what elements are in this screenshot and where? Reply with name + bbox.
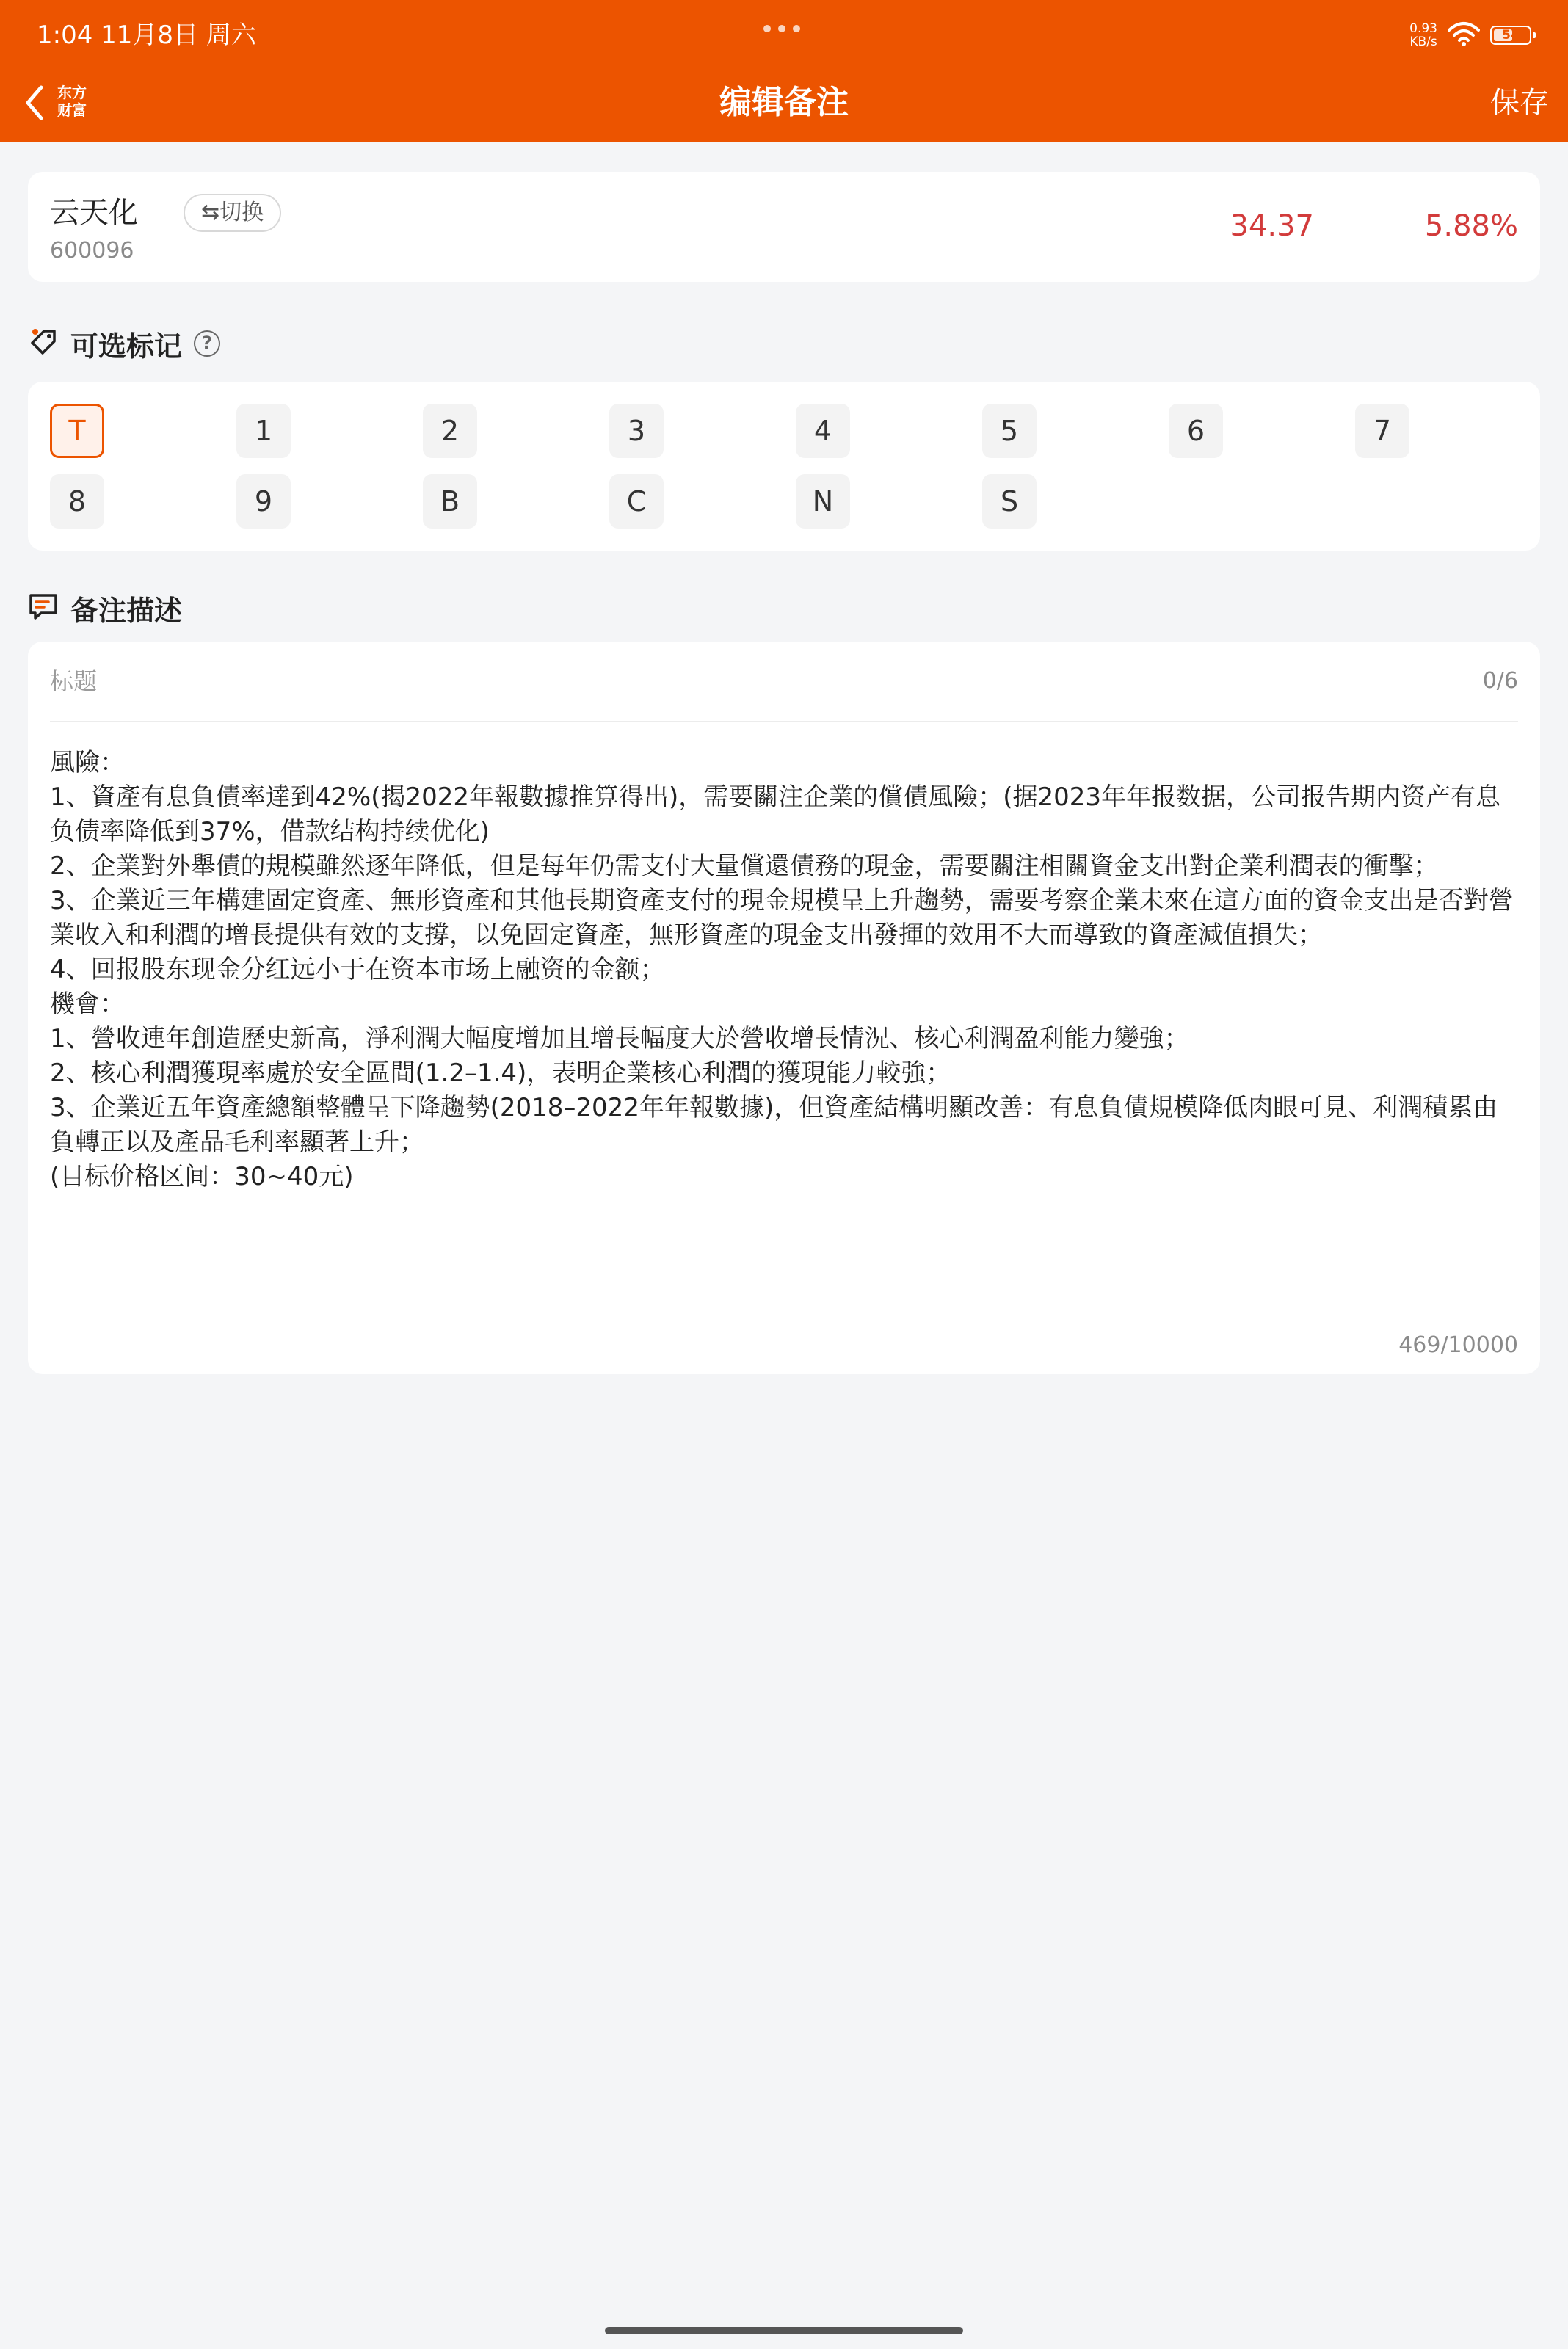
- switch-stock-button[interactable]: ⇆切换: [184, 194, 281, 232]
- mark-option-2[interactable]: 2: [423, 404, 477, 458]
- wifi-icon: [1448, 21, 1480, 49]
- comment-icon: [28, 591, 59, 625]
- mark-option-c[interactable]: C: [609, 474, 664, 529]
- marks-section-title: 可选标记: [70, 330, 183, 363]
- page-title: 编辑备注: [719, 84, 849, 121]
- multitask-dots-icon[interactable]: [763, 25, 800, 32]
- battery-icon: [1490, 26, 1531, 45]
- note-body-counter: 469/10000: [1398, 1332, 1518, 1358]
- stock-info-card: [28, 172, 1540, 282]
- eastmoney-logo: 东方 财富: [57, 84, 87, 119]
- app-header: [0, 0, 1568, 142]
- mark-option-3[interactable]: 3: [609, 404, 664, 458]
- network-speed: [1409, 22, 1437, 48]
- note-line: (目标价格区间：30~40元): [50, 1162, 354, 1191]
- status-time-date: 1:04 11月8日 周六: [37, 21, 256, 50]
- marks-section-header: [28, 322, 220, 366]
- mark-option-1[interactable]: 1: [236, 404, 291, 458]
- note-line: 3、企業近五年資產總額整體呈下降趨勢(2018–2022年年報數據)，但資產結構明顯改善：有息負債規模降低肉眼可見、利潤積累由負轉正以及產品毛利率顯著上升；: [50, 1093, 1498, 1157]
- mark-option-n[interactable]: N: [796, 474, 850, 529]
- battery-level: 54: [1502, 28, 1520, 43]
- note-line: 機會：: [50, 990, 125, 1019]
- mark-option-s[interactable]: S: [982, 474, 1037, 529]
- divider: [50, 721, 1518, 722]
- stock-code: 600096: [50, 238, 134, 264]
- note-title-input[interactable]: 标题: [50, 667, 98, 695]
- home-indicator[interactable]: [605, 2327, 963, 2334]
- notes-section-title: 备注描述: [70, 594, 183, 627]
- note-line: 2、企業對外舉債的規模雖然逐年降低，但是每年仍需支付大量償還債務的現金，需要關注相關資金支出對企業利潤表的衝擊；: [50, 852, 1439, 881]
- mark-option-7[interactable]: 7: [1355, 404, 1409, 458]
- network-speed-unit: KB/s: [1409, 35, 1437, 49]
- mark-option-4[interactable]: 4: [796, 404, 850, 458]
- note-line: 3、企業近三年構建固定資產、無形資產和其他長期資產支付的現金規模呈上升趨勢，需要考察企業未來在這方面的資金支出是否對營業收入和利潤的增長提供有效的支撐，以免固定資產，無形資產的現金支出發揮的效用不大而導致的資產減值損失；: [50, 886, 1514, 950]
- notes-section-header: [28, 586, 182, 630]
- mark-option-6[interactable]: 6: [1169, 404, 1223, 458]
- network-speed-value: 0.93: [1409, 21, 1437, 36]
- stock-change-percent: 5.88%: [1424, 209, 1518, 243]
- note-line: 1、資產有息負債率達到42%(揭2022年報數據推算得出)，需要關注企業的償債風險；(据2023年年报数据，公司报告期内资产有息负债率降低到37%，借款结构持续优化): [50, 783, 1501, 846]
- notes-card: [28, 642, 1540, 1374]
- note-title-counter: 0/6: [1482, 668, 1518, 694]
- note-body-textarea[interactable]: [50, 746, 1518, 1194]
- note-line: 2、核心利潤獲現率處於安全區間(1.2–1.4)，表明企業核心利潤的獲現能力較強；: [50, 1059, 951, 1088]
- stock-name: 云天化: [50, 196, 138, 230]
- mark-option-5[interactable]: 5: [982, 404, 1037, 458]
- tag-icon: [28, 327, 59, 360]
- mark-option-9[interactable]: 9: [236, 474, 291, 529]
- stock-price: 34.37: [1230, 209, 1314, 243]
- status-indicators: [1409, 19, 1531, 51]
- mark-option-t[interactable]: T: [50, 404, 104, 458]
- note-line: 風險：: [50, 748, 125, 777]
- mark-option-b[interactable]: B: [423, 474, 477, 529]
- marks-card: [28, 382, 1540, 551]
- note-line: 1、營收連年創造歷史新高，淨利潤大幅度增加且增長幅度大於營收增長情況、核心利潤盈利能力變強；: [50, 1024, 1189, 1053]
- note-line: 4、回报股东现金分红远小于在资本市场上融资的金额；: [50, 955, 665, 984]
- help-icon[interactable]: ?: [194, 330, 220, 357]
- save-button[interactable]: 保存: [1490, 86, 1549, 120]
- mark-option-8[interactable]: 8: [50, 474, 104, 529]
